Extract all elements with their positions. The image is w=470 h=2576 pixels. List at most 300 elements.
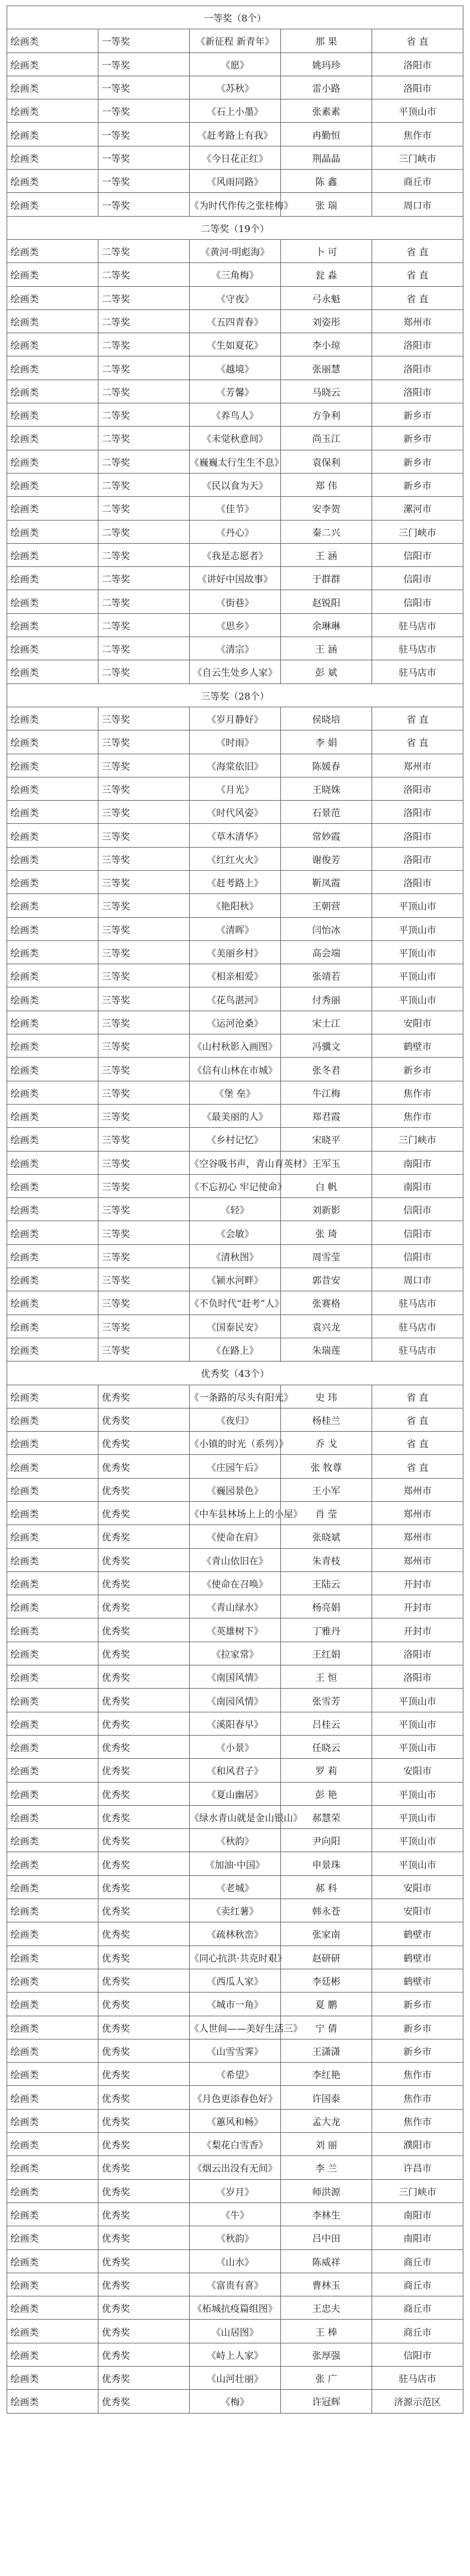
table-row xyxy=(7,497,463,520)
category-cell: 绘画类 xyxy=(7,146,98,169)
region-cell: 洛阳市 xyxy=(372,52,463,76)
award-level-cell: 优秀奖 xyxy=(98,1829,190,1852)
work-title-cell: 《红红火火》 xyxy=(190,847,281,870)
award-level-cell: 三等奖 xyxy=(98,1338,190,1361)
table-row xyxy=(7,239,463,262)
work-title-cell: 《使命在肩》 xyxy=(190,1525,281,1548)
category-cell: 绘画类 xyxy=(7,1993,98,2016)
work-title-cell: 《讲好中国故事》 xyxy=(190,567,281,590)
category-cell: 绘画类 xyxy=(7,1244,98,1268)
category-cell: 绘画类 xyxy=(7,239,98,262)
author-name-cell: 张家南 xyxy=(281,1922,372,1946)
author-name-cell: 吕中田 xyxy=(281,2226,372,2249)
author-name-cell: 李 兰 xyxy=(281,2156,372,2179)
region-cell: 安阳市 xyxy=(372,1875,463,1899)
work-title-cell: 《在路上》 xyxy=(190,1338,281,1361)
section-header: 二等奖（19个） xyxy=(7,216,463,239)
work-title-cell: 《最美丽的人》 xyxy=(190,1104,281,1127)
category-cell: 绘画类 xyxy=(7,964,98,987)
award-level-cell: 一等奖 xyxy=(98,52,190,76)
work-title-cell: 《国泰民安》 xyxy=(190,1315,281,1338)
table-row xyxy=(7,1502,463,1525)
region-cell: 信阳市 xyxy=(372,567,463,590)
table-row xyxy=(7,2273,463,2296)
category-cell: 绘画类 xyxy=(7,1315,98,1338)
author-name-cell: 郭昔安 xyxy=(281,1268,372,1291)
region-cell: 洛阳市 xyxy=(372,1642,463,1665)
author-name-cell: 陈威祥 xyxy=(281,2249,372,2273)
author-name-cell: 赵锐阳 xyxy=(281,590,372,613)
category-cell: 绘画类 xyxy=(7,263,98,286)
author-name-cell: 张 琦 xyxy=(281,1221,372,1244)
award-level-cell: 三等奖 xyxy=(98,1058,190,1081)
work-title-cell: 《三角梅》 xyxy=(190,263,281,286)
work-title-cell: 《青山绿水》 xyxy=(190,1595,281,1618)
award-level-cell: 一等奖 xyxy=(98,146,190,169)
table-row xyxy=(7,2390,463,2413)
award-level-cell: 优秀奖 xyxy=(98,1993,190,2016)
author-name-cell: 史 玮 xyxy=(281,1385,372,1408)
region-cell: 三门峡市 xyxy=(372,1128,463,1151)
region-cell: 郑州市 xyxy=(372,1502,463,1525)
author-name-cell: 宁 倩 xyxy=(281,2016,372,2039)
category-cell: 绘画类 xyxy=(7,2086,98,2109)
award-level-cell: 三等奖 xyxy=(98,1315,190,1338)
region-cell: 省 直 xyxy=(372,239,463,262)
award-level-cell: 三等奖 xyxy=(98,1081,190,1104)
award-level-cell: 优秀奖 xyxy=(98,1642,190,1665)
category-cell: 绘画类 xyxy=(7,940,98,964)
region-cell: 南阳市 xyxy=(372,2202,463,2226)
author-name-cell: 张丽慧 xyxy=(281,356,372,380)
category-cell: 绘画类 xyxy=(7,730,98,754)
section-header-row xyxy=(7,1361,463,1385)
work-title-cell: 《南国风情》 xyxy=(190,1665,281,1689)
work-title-cell: 《风雨同路》 xyxy=(190,170,281,193)
award-level-cell: 三等奖 xyxy=(98,1034,190,1058)
author-name-cell: 王 涵 xyxy=(281,543,372,566)
category-cell: 绘画类 xyxy=(7,2202,98,2226)
author-name-cell: 余琳琳 xyxy=(281,613,372,637)
author-name-cell: 夏 鹏 xyxy=(281,1993,372,2016)
category-cell: 绘画类 xyxy=(7,590,98,613)
table-row xyxy=(7,1408,463,1431)
table-row xyxy=(7,590,463,613)
author-name-cell: 郝 科 xyxy=(281,1875,372,1899)
table-row xyxy=(7,777,463,800)
award-level-cell: 二等奖 xyxy=(98,660,190,684)
author-name-cell: 李小琼 xyxy=(281,333,372,356)
table-row xyxy=(7,1432,463,1455)
award-level-cell: 优秀奖 xyxy=(98,2273,190,2296)
award-level-cell: 优秀奖 xyxy=(98,1385,190,1408)
region-cell: 新乡市 xyxy=(372,473,463,496)
author-name-cell: 方争利 xyxy=(281,403,372,427)
table-row xyxy=(7,2016,463,2039)
author-name-cell: 朱瑞莲 xyxy=(281,1338,372,1361)
award-level-cell: 优秀奖 xyxy=(98,2366,190,2389)
award-level-cell: 二等奖 xyxy=(98,520,190,543)
region-cell: 驻马店市 xyxy=(372,1315,463,1338)
author-name-cell: 李林生 xyxy=(281,2202,372,2226)
table-row xyxy=(7,170,463,193)
table-row xyxy=(7,613,463,637)
author-name-cell: 张晓斌 xyxy=(281,1525,372,1548)
award-level-cell: 优秀奖 xyxy=(98,1548,190,1571)
award-level-cell: 二等奖 xyxy=(98,613,190,637)
table-row xyxy=(7,1689,463,1712)
category-cell: 绘画类 xyxy=(7,1875,98,1899)
award-level-cell: 优秀奖 xyxy=(98,1665,190,1689)
region-cell: 许昌市 xyxy=(372,2156,463,2179)
author-name-cell: 孟大龙 xyxy=(281,2109,372,2132)
work-title-cell: 《相亲相爱》 xyxy=(190,964,281,987)
author-name-cell: 曹林玉 xyxy=(281,2273,372,2296)
award-level-cell: 优秀奖 xyxy=(98,2179,190,2202)
award-level-cell: 优秀奖 xyxy=(98,1759,190,1782)
region-cell: 济源示范区 xyxy=(372,2390,463,2413)
author-name-cell: 张 牧尊 xyxy=(281,1455,372,1478)
category-cell: 绘画类 xyxy=(7,2366,98,2389)
region-cell: 洛阳市 xyxy=(372,76,463,99)
work-title-cell: 《民以食为天》 xyxy=(190,473,281,496)
author-name-cell: 卜 可 xyxy=(281,239,372,262)
region-cell: 平顶山市 xyxy=(372,1689,463,1712)
author-name-cell: 王朝营 xyxy=(281,894,372,917)
category-cell: 绘画类 xyxy=(7,824,98,847)
work-title-cell: 《山村秋影入画图》 xyxy=(190,1034,281,1058)
category-cell: 绘画类 xyxy=(7,1571,98,1595)
award-level-cell: 一等奖 xyxy=(98,99,190,123)
category-cell: 绘画类 xyxy=(7,1969,98,1992)
region-cell: 鹤壁市 xyxy=(372,1034,463,1058)
table-row xyxy=(7,824,463,847)
category-cell: 绘画类 xyxy=(7,286,98,309)
work-title-cell: 《城市一角》 xyxy=(190,1993,281,2016)
work-title-cell: 《山河壮丽》 xyxy=(190,2366,281,2389)
region-cell: 安阳市 xyxy=(372,1011,463,1034)
category-cell: 绘画类 xyxy=(7,380,98,403)
award-level-cell: 三等奖 xyxy=(98,987,190,1011)
category-cell: 绘画类 xyxy=(7,2226,98,2249)
work-title-cell: 《西瓜人家》 xyxy=(190,1969,281,1992)
region-cell: 信阳市 xyxy=(372,1244,463,1268)
author-name-cell: 闫怡冰 xyxy=(281,917,372,940)
table-row xyxy=(7,2249,463,2273)
award-level-cell: 一等奖 xyxy=(98,29,190,52)
award-level-cell: 优秀奖 xyxy=(98,1922,190,1946)
region-cell: 驻马店市 xyxy=(372,1291,463,1315)
category-cell: 绘画类 xyxy=(7,1338,98,1361)
author-name-cell: 雷小路 xyxy=(281,76,372,99)
region-cell: 平顶山市 xyxy=(372,1782,463,1805)
work-title-cell: 《梨花白雪香》 xyxy=(190,2133,281,2156)
category-cell: 绘画类 xyxy=(7,801,98,824)
table-row xyxy=(7,1618,463,1642)
author-name-cell: 瓮 淼 xyxy=(281,263,372,286)
region-cell: 平顶山市 xyxy=(372,99,463,123)
table-row xyxy=(7,707,463,730)
work-title-cell: 《不负时代“赶考”人》 xyxy=(190,1291,281,1315)
region-cell: 三门峡市 xyxy=(372,146,463,169)
table-row xyxy=(7,2296,463,2320)
table-row xyxy=(7,2226,463,2249)
award-level-cell: 三等奖 xyxy=(98,754,190,777)
region-cell: 商丘市 xyxy=(372,2296,463,2320)
category-cell: 绘画类 xyxy=(7,613,98,637)
table-row xyxy=(7,1571,463,1595)
category-cell: 绘画类 xyxy=(7,1478,98,1501)
work-title-cell: 《五四青春》 xyxy=(190,309,281,333)
work-title-cell: 《中车县林场上上的小屋》 xyxy=(190,1502,281,1525)
award-level-cell: 二等奖 xyxy=(98,637,190,660)
work-title-cell: 《卖红薯》 xyxy=(190,1899,281,1922)
table-row xyxy=(7,333,463,356)
region-cell: 平顶山市 xyxy=(372,1712,463,1735)
work-title-cell: 《愿》 xyxy=(190,52,281,76)
category-cell: 绘画类 xyxy=(7,1899,98,1922)
region-cell: 鹤壁市 xyxy=(372,1946,463,1969)
table-row xyxy=(7,2202,463,2226)
work-title-cell: 《青山依旧在》 xyxy=(190,1548,281,1571)
award-level-cell: 三等奖 xyxy=(98,1128,190,1151)
table-row xyxy=(7,894,463,917)
author-name-cell: 宋士江 xyxy=(281,1011,372,1034)
region-cell: 洛阳市 xyxy=(372,824,463,847)
author-name-cell: 王陆云 xyxy=(281,1571,372,1595)
author-name-cell: 罗 莉 xyxy=(281,1759,372,1782)
table-row xyxy=(7,870,463,893)
table-row xyxy=(7,2086,463,2109)
work-title-cell: 《人世间——美好生活三》 xyxy=(190,2016,281,2039)
work-title-cell: 《庄园午后》 xyxy=(190,1455,281,1478)
author-name-cell: 张靖若 xyxy=(281,964,372,987)
region-cell: 驻马店市 xyxy=(372,1338,463,1361)
work-title-cell: 《小景》 xyxy=(190,1735,281,1758)
award-level-cell: 二等奖 xyxy=(98,590,190,613)
award-level-cell: 二等奖 xyxy=(98,239,190,262)
table-row xyxy=(7,543,463,566)
author-name-cell: 李红艳 xyxy=(281,2063,372,2086)
table-row xyxy=(7,1151,463,1174)
award-level-cell: 优秀奖 xyxy=(98,1946,190,1969)
author-name-cell: 刘姿彤 xyxy=(281,309,372,333)
table-row xyxy=(7,801,463,824)
region-cell: 南阳市 xyxy=(372,1174,463,1197)
work-title-cell: 《自云生处乡人家》 xyxy=(190,660,281,684)
table-row xyxy=(7,660,463,684)
category-cell: 绘画类 xyxy=(7,333,98,356)
region-cell: 周口市 xyxy=(372,1268,463,1291)
category-cell: 绘画类 xyxy=(7,754,98,777)
category-cell: 绘画类 xyxy=(7,520,98,543)
work-title-cell: 《绿水青山就是金山银山》 xyxy=(190,1805,281,1828)
category-cell: 绘画类 xyxy=(7,473,98,496)
award-level-cell: 优秀奖 xyxy=(98,1852,190,1875)
table-row xyxy=(7,286,463,309)
awards-table xyxy=(7,6,463,2414)
table-row xyxy=(7,917,463,940)
work-title-cell: 《堡 垒》 xyxy=(190,1081,281,1104)
award-level-cell: 优秀奖 xyxy=(98,1618,190,1642)
award-level-cell: 三等奖 xyxy=(98,847,190,870)
table-row xyxy=(7,99,463,123)
table-row xyxy=(7,123,463,146)
category-cell: 绘画类 xyxy=(7,1058,98,1081)
section-header-row xyxy=(7,6,463,29)
award-level-cell: 一等奖 xyxy=(98,170,190,193)
award-level-cell: 优秀奖 xyxy=(98,2016,190,2039)
award-level-cell: 三等奖 xyxy=(98,1011,190,1034)
author-name-cell: 安李贺 xyxy=(281,497,372,520)
category-cell: 绘画类 xyxy=(7,356,98,380)
category-cell: 绘画类 xyxy=(7,894,98,917)
region-cell: 省 直 xyxy=(372,1408,463,1431)
award-level-cell: 三等奖 xyxy=(98,1221,190,1244)
region-cell: 洛阳市 xyxy=(372,356,463,380)
category-cell: 绘画类 xyxy=(7,1011,98,1034)
region-cell: 商丘市 xyxy=(372,2273,463,2296)
table-row xyxy=(7,1548,463,1571)
work-title-cell: 《新征程 新青年》 xyxy=(190,29,281,52)
author-name-cell: 张冬君 xyxy=(281,1058,372,1081)
table-row xyxy=(7,1034,463,1058)
work-title-cell: 《英雄树下》 xyxy=(190,1618,281,1642)
category-cell: 绘画类 xyxy=(7,1805,98,1828)
region-cell: 新乡市 xyxy=(372,1993,463,2016)
author-name-cell: 张 瑞 xyxy=(281,193,372,216)
award-level-cell: 二等奖 xyxy=(98,263,190,286)
author-name-cell: 赵研研 xyxy=(281,1946,372,1969)
region-cell: 驻马店市 xyxy=(372,660,463,684)
author-name-cell: 石景范 xyxy=(281,801,372,824)
table-row xyxy=(7,1128,463,1151)
author-name-cell: 常妙霞 xyxy=(281,824,372,847)
work-title-cell: 《小镇的时光（系列）》 xyxy=(190,1432,281,1455)
category-cell: 绘画类 xyxy=(7,870,98,893)
category-cell: 绘画类 xyxy=(7,917,98,940)
work-title-cell: 《艳阳秋》 xyxy=(190,894,281,917)
region-cell: 省 直 xyxy=(372,29,463,52)
work-title-cell: 《海棠依旧》 xyxy=(190,754,281,777)
work-title-cell: 《轻》 xyxy=(190,1198,281,1221)
table-row xyxy=(7,1455,463,1478)
category-cell: 绘画类 xyxy=(7,403,98,427)
category-cell: 绘画类 xyxy=(7,1502,98,1525)
category-cell: 绘画类 xyxy=(7,497,98,520)
category-cell: 绘画类 xyxy=(7,193,98,216)
table-row xyxy=(7,2343,463,2366)
category-cell: 绘画类 xyxy=(7,660,98,684)
work-title-cell: 《清秋图》 xyxy=(190,1244,281,1268)
work-title-cell: 《乡村记忆》 xyxy=(190,1128,281,1151)
category-cell: 绘画类 xyxy=(7,427,98,450)
category-cell: 绘画类 xyxy=(7,2016,98,2039)
table-row xyxy=(7,2156,463,2179)
author-name-cell: 王 涵 xyxy=(281,637,372,660)
award-level-cell: 三等奖 xyxy=(98,964,190,987)
region-cell: 焦作市 xyxy=(372,2086,463,2109)
region-cell: 驻马店市 xyxy=(372,613,463,637)
award-level-cell: 二等奖 xyxy=(98,567,190,590)
author-name-cell: 刘新影 xyxy=(281,1198,372,1221)
author-name-cell: 弓永魁 xyxy=(281,286,372,309)
author-name-cell: 丁雅丹 xyxy=(281,1618,372,1642)
work-title-cell: 《苏秋》 xyxy=(190,76,281,99)
author-name-cell: 张素素 xyxy=(281,99,372,123)
section-header-row xyxy=(7,684,463,707)
table-row xyxy=(7,847,463,870)
region-cell: 省 直 xyxy=(372,707,463,730)
author-name-cell: 王 棒 xyxy=(281,2320,372,2343)
table-row xyxy=(7,2039,463,2062)
region-cell: 新乡市 xyxy=(372,1058,463,1081)
region-cell: 商丘市 xyxy=(372,2320,463,2343)
region-cell: 省 直 xyxy=(372,730,463,754)
region-cell: 信阳市 xyxy=(372,1198,463,1221)
category-cell: 绘画类 xyxy=(7,2156,98,2179)
category-cell: 绘画类 xyxy=(7,1151,98,1174)
award-level-cell: 优秀奖 xyxy=(98,1735,190,1758)
region-cell: 新乡市 xyxy=(372,450,463,473)
region-cell: 平顶山市 xyxy=(372,1829,463,1852)
work-title-cell: 《赶考路上》 xyxy=(190,870,281,893)
award-level-cell: 三等奖 xyxy=(98,1291,190,1315)
work-title-cell: 《街巷》 xyxy=(190,590,281,613)
table-row xyxy=(7,1291,463,1315)
author-name-cell: 韩永苍 xyxy=(281,1899,372,1922)
table-row xyxy=(7,1875,463,1899)
region-cell: 平顶山市 xyxy=(372,894,463,917)
award-level-cell: 优秀奖 xyxy=(98,2296,190,2320)
work-title-cell: 《赶考路上有我》 xyxy=(190,123,281,146)
region-cell: 平顶山市 xyxy=(372,987,463,1011)
category-cell: 绘画类 xyxy=(7,1291,98,1315)
region-cell: 洛阳市 xyxy=(372,801,463,824)
category-cell: 绘画类 xyxy=(7,707,98,730)
work-title-cell: 《养鸟人》 xyxy=(190,403,281,427)
region-cell: 郑州市 xyxy=(372,1525,463,1548)
table-row xyxy=(7,1221,463,1244)
region-cell: 信阳市 xyxy=(372,2343,463,2366)
category-cell: 绘画类 xyxy=(7,1081,98,1104)
table-row xyxy=(7,1829,463,1852)
category-cell: 绘画类 xyxy=(7,1408,98,1431)
author-name-cell: 张 广 xyxy=(281,2366,372,2389)
region-cell: 商丘市 xyxy=(372,170,463,193)
region-cell: 鹤壁市 xyxy=(372,1922,463,1946)
region-cell: 新乡市 xyxy=(372,2039,463,2062)
category-cell: 绘画类 xyxy=(7,1759,98,1782)
category-cell: 绘画类 xyxy=(7,2273,98,2296)
section-header: 一等奖（8个） xyxy=(7,6,463,29)
work-title-cell: 《蕙风和畅》 xyxy=(190,2109,281,2132)
table-row xyxy=(7,403,463,427)
category-cell: 绘画类 xyxy=(7,1618,98,1642)
author-name-cell: 付秀丽 xyxy=(281,987,372,1011)
work-title-cell: 《山水》 xyxy=(190,2249,281,2273)
work-title-cell: 《未觉秋意间》 xyxy=(190,427,281,450)
author-name-cell: 尹向阳 xyxy=(281,1829,372,1852)
table-row xyxy=(7,987,463,1011)
work-title-cell: 《清宗》 xyxy=(190,637,281,660)
table-row xyxy=(7,1268,463,1291)
work-title-cell: 《峙上人家》 xyxy=(190,2343,281,2366)
award-level-cell: 优秀奖 xyxy=(98,1595,190,1618)
region-cell: 漯河市 xyxy=(372,497,463,520)
award-level-cell: 优秀奖 xyxy=(98,2109,190,2132)
category-cell: 绘画类 xyxy=(7,1268,98,1291)
